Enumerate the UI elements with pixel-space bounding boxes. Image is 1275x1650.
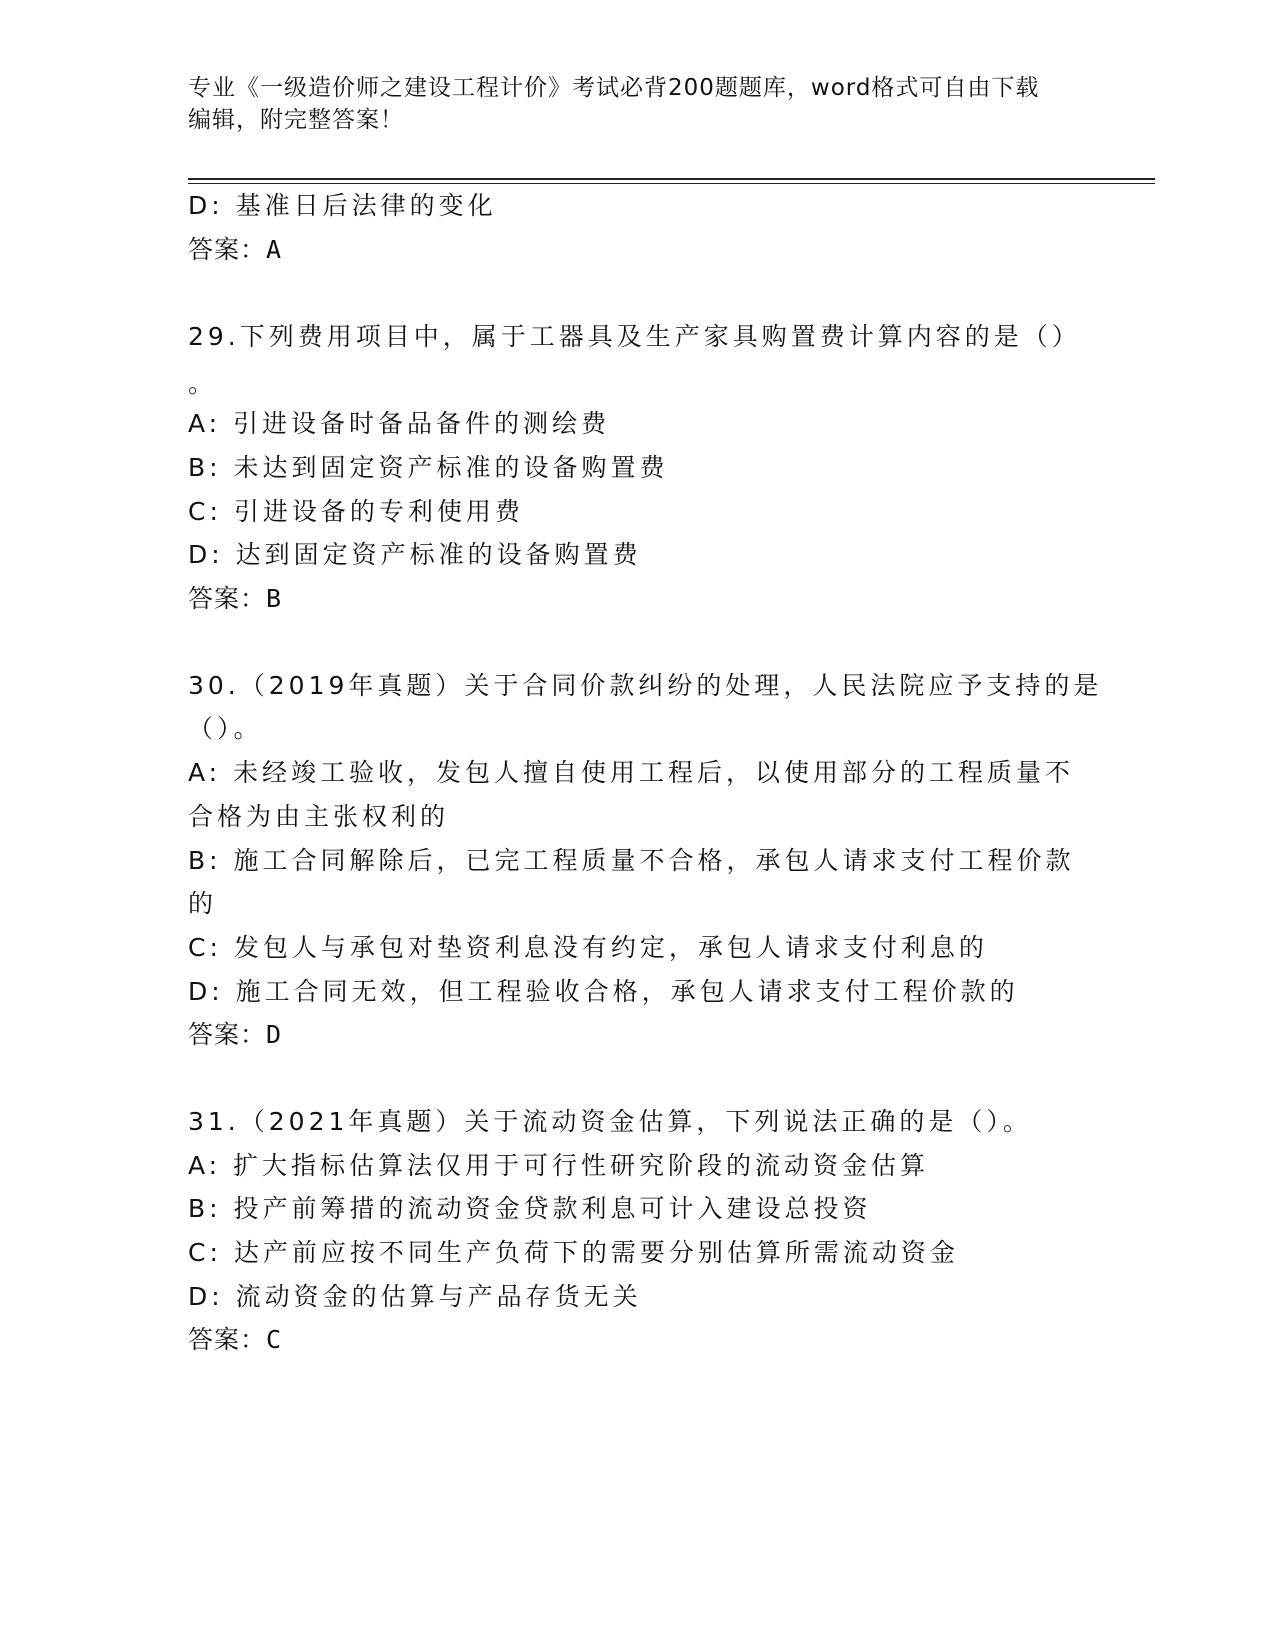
option-d: D: 基准日后法律的变化: [188, 191, 497, 220]
answer-value: B: [266, 584, 283, 613]
option-c: C: 发包人与承包对垫资利息没有约定，承包人请求支付利息的: [188, 933, 988, 962]
answer-value: D: [266, 1020, 283, 1049]
header-title-line-2: 编辑，附完整答案！: [188, 107, 404, 133]
question-stem: 29.下列费用项目中，属于工器具及生产家具购置费计算内容的是（）: [188, 322, 1081, 351]
option-a: A: 扩大指标估算法仅用于可行性研究阶段的流动资金估算: [188, 1151, 930, 1180]
option-a: A: 引进设备时备品备件的测绘费: [188, 409, 611, 438]
answer-label: 答案：: [188, 1325, 267, 1354]
document-header: [188, 72, 1068, 136]
option-b: B: 施工合同解除后，已完工程质量不合格，承包人请求支付工程价款: [188, 846, 1075, 875]
option-a-continued: 合格为由主张权利的: [188, 802, 450, 831]
answer-value: A: [266, 235, 283, 264]
header-divider-thin: [188, 183, 1155, 184]
question-stem-continued: 。: [188, 369, 218, 398]
question-stem: 31.（2021年真题）关于流动资金估算，下列说法正确的是（）。: [188, 1107, 1032, 1136]
option-d: D: 施工合同无效，但工程验收合格，承包人请求支付工程价款的: [188, 977, 1019, 1006]
question-stem-continued: （）。: [188, 714, 263, 743]
answer-line: [188, 579, 282, 615]
option-b-continued: 的: [188, 889, 218, 918]
answer-line: [188, 1015, 282, 1051]
answer-label: 答案：: [188, 235, 267, 264]
answer-value: C: [266, 1325, 283, 1354]
option-c: C: 达产前应按不同生产负荷下的需要分别估算所需流动资金: [188, 1238, 959, 1267]
option-c: C: 引进设备的专利使用费: [188, 497, 524, 526]
answer-line: [188, 230, 282, 266]
answer-label: 答案：: [188, 584, 267, 613]
question-stem: 30.（2019年真题）关于合同价款纠纷的处理，人民法院应予支持的是: [188, 671, 1103, 700]
answer-line: [188, 1320, 282, 1356]
option-d: D: 达到固定资产标准的设备购置费: [188, 540, 642, 569]
option-b: B: 投产前筹措的流动资金贷款利息可计入建设总投资: [188, 1194, 872, 1223]
header-title-line-1: 专业《一级造价师之建设工程计价》考试必背200题题库，word格式可自由下载: [188, 75, 1040, 101]
option-a: A: 未经竣工验收，发包人擅自使用工程后，以使用部分的工程质量不: [188, 758, 1075, 787]
answer-label: 答案：: [188, 1020, 267, 1049]
header-divider-thick: [188, 178, 1155, 180]
option-b: B: 未达到固定资产标准的设备购置费: [188, 453, 669, 482]
option-d: D: 流动资金的估算与产品存货无关: [188, 1282, 642, 1311]
